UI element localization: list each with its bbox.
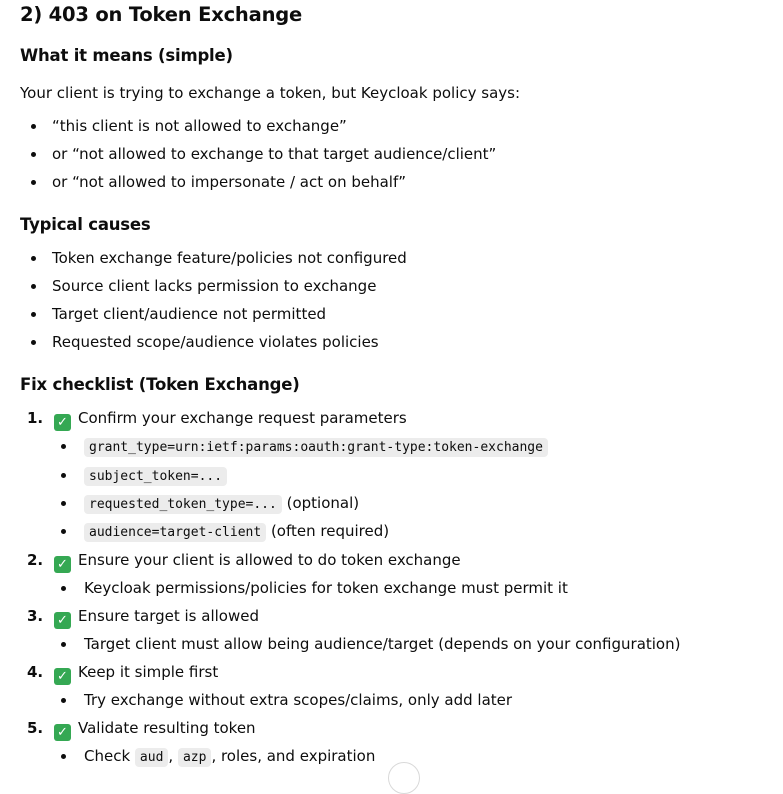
- bullet-icon: [61, 444, 66, 449]
- list-item-text: “this client is not allowed to exchange”: [52, 117, 347, 135]
- bullet-icon: [31, 256, 36, 261]
- sub-item-text: Keycloak permissions/policies for token exchange must permit it: [84, 579, 568, 597]
- list-item-text: Token exchange feature/policies not configured: [52, 249, 407, 267]
- bullet-icon: [61, 754, 66, 759]
- causes-heading: Typical causes: [20, 215, 151, 234]
- sub-item-text: Target client must allow being audience/target (depends on your configuration): [84, 635, 681, 653]
- bullet-icon: [31, 340, 36, 345]
- step-number: 2.: [27, 551, 44, 569]
- meaning-intro: Your client is trying to exchange a token, but Keycloak policy says:: [20, 84, 521, 102]
- check-mark-icon: ✓: [54, 612, 71, 629]
- sub-item-text: Try exchange without extra scopes/claims, only add later: [84, 691, 513, 709]
- list-item-text: Target client/audience not permitted: [52, 305, 327, 323]
- bullet-icon: [31, 312, 36, 317]
- inline-code: azp: [178, 748, 211, 767]
- check-mark-icon: ✓: [54, 556, 71, 573]
- inline-code: aud: [135, 748, 168, 767]
- check-mark-icon: ✓: [54, 668, 71, 685]
- bullet-icon: [61, 586, 66, 591]
- meaning-heading: What it means (simple): [20, 46, 233, 65]
- bullet-icon: [61, 698, 66, 703]
- list-item-text: or “not allowed to exchange to that target audience/client”: [52, 145, 497, 163]
- bullet-icon: [61, 642, 66, 647]
- bullet-icon: [31, 124, 36, 129]
- step-number: 5.: [27, 719, 44, 737]
- check-mark-icon: ✓: [54, 724, 71, 741]
- inline-code: audience=target-client: [84, 523, 266, 542]
- step-label: Confirm your exchange request parameters: [78, 409, 407, 427]
- sub-item-text: (optional): [281, 494, 360, 512]
- checklist-heading: Fix checklist (Token Exchange): [20, 375, 300, 394]
- check-mark-icon: ✓: [54, 414, 71, 431]
- bullet-icon: [61, 529, 66, 534]
- list-item-text: Requested scope/audience violates policies: [52, 333, 379, 351]
- list-item-text: Source client lacks permission to exchange: [52, 277, 377, 295]
- sub-item-text: Check: [84, 747, 135, 765]
- sub-item-text: , roles, and expiration: [211, 747, 376, 765]
- sub-item-text: ,: [168, 747, 178, 765]
- step-label: Validate resulting token: [78, 719, 256, 737]
- section-title: 2) 403 on Token Exchange: [20, 3, 303, 26]
- step-number: 3.: [27, 607, 44, 625]
- step-label: Ensure target is allowed: [78, 607, 259, 625]
- bullet-icon: [61, 501, 66, 506]
- bullet-icon: [31, 152, 36, 157]
- inline-code: requested_token_type=...: [84, 495, 282, 514]
- list-item-text: or “not allowed to impersonate / act on behalf”: [52, 173, 407, 191]
- sub-item-text: (often required): [266, 522, 390, 540]
- step-number: 1.: [27, 409, 44, 427]
- step-number: 4.: [27, 663, 44, 681]
- step-label: Keep it simple first: [78, 663, 219, 681]
- scroll-down-button[interactable]: [388, 762, 420, 794]
- bullet-icon: [31, 180, 36, 185]
- bullet-icon: [61, 473, 66, 478]
- inline-code: subject_token=...: [84, 467, 227, 486]
- inline-code: grant_type=urn:ietf:params:oauth:grant-type:token-exchange: [84, 438, 548, 457]
- bullet-icon: [31, 284, 36, 289]
- step-label: Ensure your client is allowed to do token exchange: [78, 551, 461, 569]
